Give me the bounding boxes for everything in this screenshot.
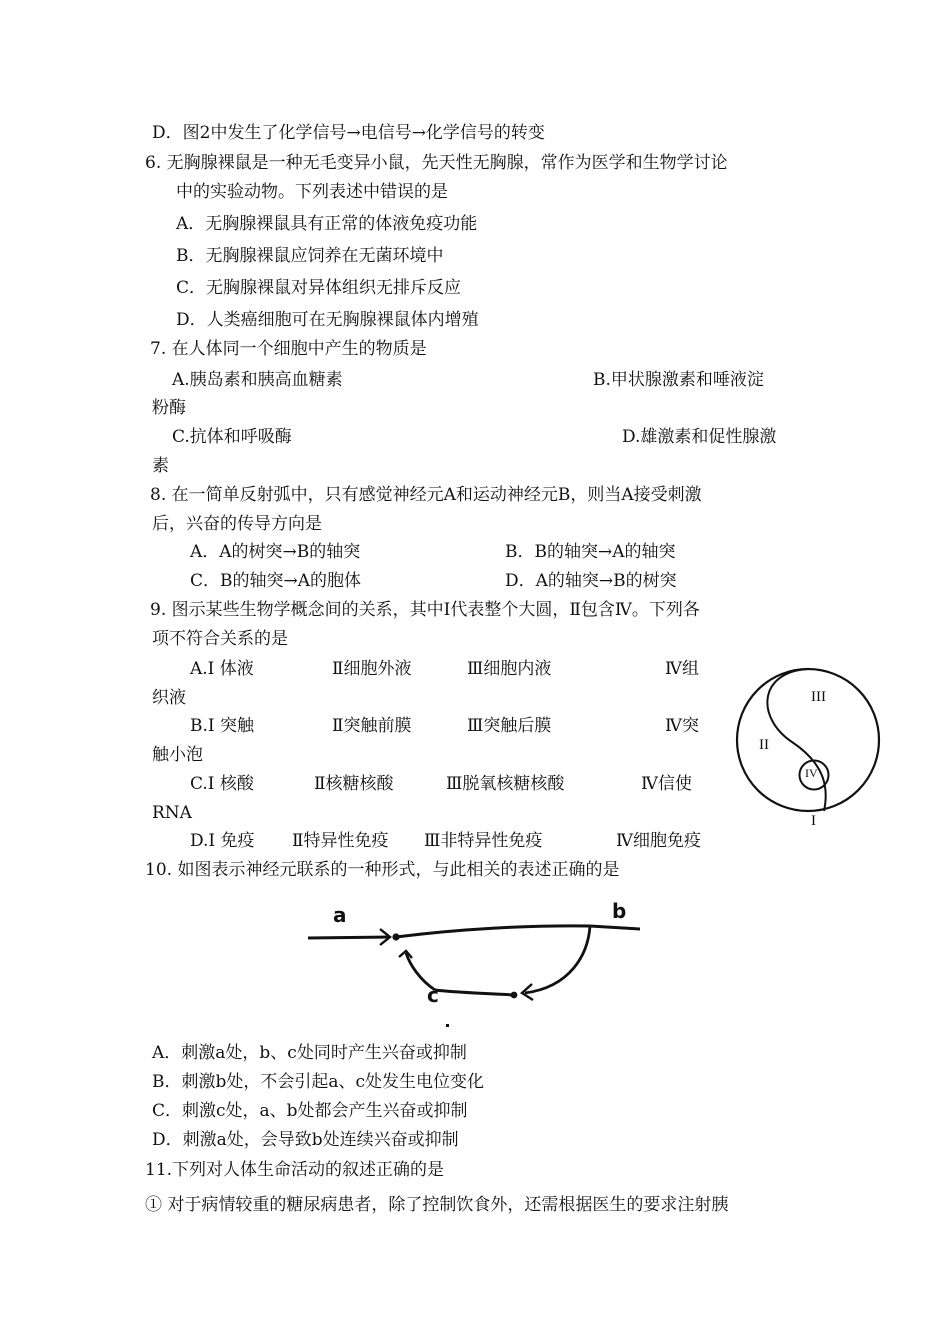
q7-option-c: C.抗体和呼吸酶	[172, 427, 292, 447]
q9-option-d-col1: D.Ⅰ 免疫	[190, 831, 255, 851]
q5-option-d: D．图2中发生了化学信号→电信号→化学信号的转变	[152, 123, 545, 143]
q9-label-iii: III	[811, 689, 826, 705]
q9-option-d-col2: Ⅱ特异性免疫	[292, 831, 389, 851]
q6-stem-line2: 中的实验动物。下列表述中错误的是	[176, 182, 448, 202]
q9-label-iv: IV	[805, 766, 818, 780]
q9-stem-line2: 项不符合关系的是	[152, 629, 288, 649]
q8-stem-line2: 后，兴奋的传导方向是	[152, 514, 322, 534]
q6-option-b: B．无胸腺裸鼠应饲养在无菌环境中	[176, 246, 444, 266]
q8-option-d: D．A的轴突→B的树突	[505, 571, 677, 591]
q10-option-b: B．刺激b处，不会引起a、c处发生电位变化	[152, 1072, 485, 1092]
q8-stem-line1: 8. 在一简单反射弧中，只有感觉神经元A和运动神经元B，则当A接受刺激	[150, 485, 702, 505]
q9-option-b-col2: Ⅱ突触前膜	[332, 716, 412, 736]
q9-concept-diagram	[728, 660, 888, 835]
q9-option-c-col4: Ⅳ信使	[641, 774, 692, 794]
q9-option-c-col1: C.Ⅰ 核酸	[190, 774, 254, 794]
q8-option-b: B．B的轴突→A的轴突	[505, 542, 676, 562]
q9-option-c-col2: Ⅱ核糖核酸	[314, 774, 394, 794]
q9-stem-line1: 9. 图示某些生物学概念间的关系，其中Ⅰ代表整个大圆，Ⅱ包含Ⅳ。下列各	[150, 600, 700, 620]
q10-option-d: D．刺激a处，会导致b处连续兴奋或抑制	[152, 1130, 459, 1150]
q7-option-b-wrap: 粉酶	[152, 398, 186, 418]
q10-option-a: A．刺激a处，b、c处同时产生兴奋或抑制	[152, 1043, 467, 1063]
q6-option-c: C．无胸腺裸鼠对异体组织无排斥反应	[176, 278, 462, 298]
q10-label-a: a	[333, 903, 347, 927]
q9-label-i: I	[811, 813, 816, 829]
q7-option-d-wrap: 素	[152, 456, 169, 476]
q9-option-b-col4: Ⅳ突	[665, 716, 699, 736]
q9-option-a-col4: Ⅳ组	[665, 659, 699, 679]
q9-option-a-wrap: 织液	[152, 688, 186, 708]
q10-option-c: C．刺激c处，a、b处都会产生兴奋或抑制	[152, 1101, 468, 1121]
q10-label-c: c	[427, 983, 439, 1007]
q9-option-b-col3: Ⅲ突触后膜	[467, 716, 552, 736]
q9-label-ii: II	[759, 737, 769, 753]
q7-option-d: D.雄激素和促性腺激	[622, 427, 777, 447]
q9-option-b-col1: B.Ⅰ 突触	[190, 716, 255, 736]
q8-option-c: C．B的轴突→A的胞体	[190, 571, 362, 591]
q11-item1: ① 对于病情较重的糖尿病患者，除了控制饮食外，还需根据医生的要求注射胰	[145, 1195, 729, 1215]
q7-option-a: A.胰岛素和胰高血糖素	[172, 370, 343, 390]
q6-stem-line1: 6. 无胸腺裸鼠是一种无毛变异小鼠，先天性无胸腺，常作为医学和生物学讨论	[145, 153, 728, 173]
q10-stem: 10. 如图表示神经元联系的一种形式，与此相关的表述正确的是	[145, 860, 620, 880]
q7-stem: 7. 在人体同一个细胞中产生的物质是	[150, 339, 427, 359]
q9-option-d-col4: Ⅳ细胞免疫	[616, 831, 701, 851]
stray-mark	[446, 1024, 449, 1027]
q11-stem: 11.下列对人体生命活动的叙述正确的是	[145, 1160, 445, 1180]
q10-neuron-diagram	[300, 895, 650, 1035]
q9-option-c-wrap: RNA	[152, 803, 192, 823]
q9-option-b-wrap: 触小泡	[152, 745, 203, 765]
q9-option-c-col3: Ⅲ脱氧核糖核酸	[446, 774, 565, 794]
q9-option-d-col3: Ⅲ非特异性免疫	[424, 831, 543, 851]
q9-option-a-col1: A.Ⅰ 体液	[190, 659, 254, 679]
q6-option-d: D．人类癌细胞可在无胸腺裸鼠体内增殖	[176, 310, 479, 330]
q9-option-a-col2: Ⅱ细胞外液	[332, 659, 412, 679]
q8-option-a: A．A的树突→B的轴突	[190, 542, 361, 562]
q6-option-a: A．无胸腺裸鼠具有正常的体液免疫功能	[176, 214, 478, 234]
q9-option-a-col3: Ⅲ细胞内液	[467, 659, 552, 679]
q7-option-b: B.甲状腺激素和唾液淀	[593, 370, 764, 390]
q10-label-b: b	[612, 899, 627, 923]
